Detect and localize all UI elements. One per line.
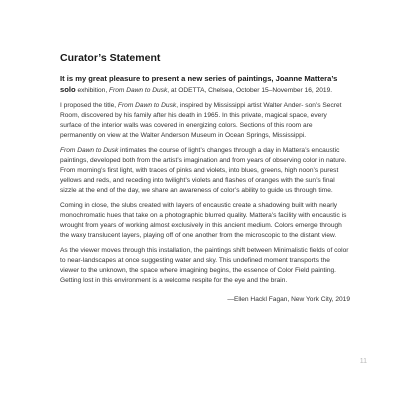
statement-body <box>60 52 350 305</box>
origin-exhibition-title: From Dawn to Dusk <box>117 102 177 109</box>
paragraph-installation: As the viewer moves through this installation, the paintings shift between Minimalistic fields of color to near-landscapes at once suggesting water and sky. This undefined moment transports the viewer to the unknown, the space where imagining begins, the essence of Color Field painting. Getting lost in this environment is a welcome respite for the eye and the brain. <box>60 247 349 284</box>
origin-text-b: , inspired by Mississippi artist Walter Ander- son’s Secret Room, discovered by his family after his death in 1965. In this private, magical space, every surface of the interior walls was covered in energizing colors. Sections of this room are permanently on view at the Walter Anderson Museum in Ocean Springs, Mississippi. <box>60 102 342 139</box>
paragraph-title-origin <box>60 101 350 141</box>
intro-text-a: exhibition, <box>77 87 109 94</box>
light-exhibition-title: From Dawn to Dusk <box>60 147 119 154</box>
paragraph-intro <box>60 74 350 96</box>
light-text: intimates the course of light’s changes through a day in Mattera’s encaustic paintings, developed both from the artist’s imagination and from years of observing color in nature. From morning’s first light, with traces of pinks and violets, into blues, greens, high noon’s purest yellows and reds, and receding into twilight’s violets and flashes of oranges with the sun’s final sizzle at the end of the day, we share an awareness of color’s ability to guide us through time. <box>60 147 347 194</box>
intro-exhibition-title: From Dawn to Dusk <box>109 87 168 94</box>
intro-text-b: , at ODETTA, Chelsea, October 15–November 16, 2019. <box>167 87 333 94</box>
signature: —Ellen Hackl Fagan, New York City, 2019 <box>227 296 350 303</box>
origin-text-a: I proposed the title, <box>60 102 118 109</box>
page-number: 11 <box>359 358 367 365</box>
intro-lead: It is my great pleasure to present a new series of paintings, Joanne Mattera’s solo <box>60 74 338 94</box>
paragraph-encaustic: Coming in close, the slubs created with layers of encaustic create a shadowing built with nearly monochromatic hues that take on a photographic blurred quality. Mattera’s facility with encaustic is wrought from years of working almost exclusively in this ancient medium. Colors emerge through the waxy translucent layers, playing off of one another from the microscopic to the distant view. <box>60 202 347 239</box>
paragraph-light <box>60 146 350 196</box>
page-title: Curator’s Statement <box>60 52 161 64</box>
